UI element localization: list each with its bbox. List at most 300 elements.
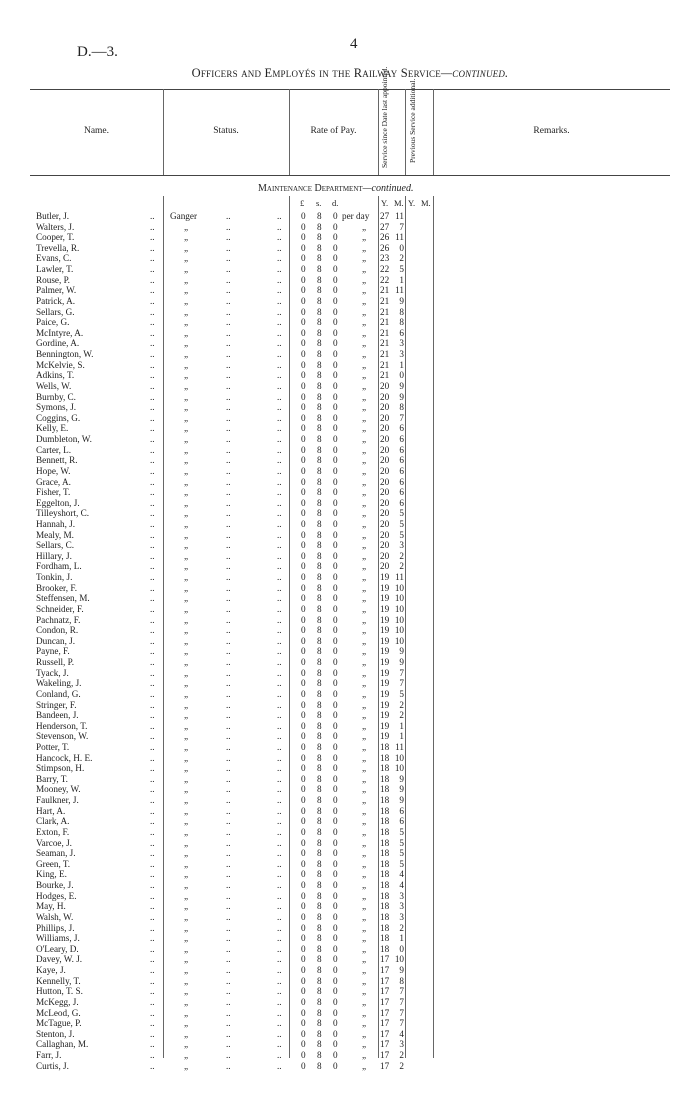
service-years: 20 <box>380 423 390 434</box>
pay-pounds: 0 <box>301 890 306 901</box>
pay-period-ditto: „ <box>362 317 367 328</box>
employee-name: Tyack, J. <box>36 667 69 678</box>
pay-shillings: 8 <box>317 614 322 625</box>
leader-dots: .. <box>226 550 231 561</box>
column-header-rate: Rate of Pay. <box>310 126 357 136</box>
status-ditto: „ <box>184 880 189 891</box>
leader-dots: .. <box>226 890 231 901</box>
service-years: 19 <box>380 657 390 668</box>
leader-dots: .. <box>226 901 231 912</box>
leader-dots: .. <box>150 837 155 848</box>
employee-name: Patrick, A. <box>36 295 76 306</box>
pay-pounds: 0 <box>301 253 306 264</box>
employee-name: Gordine, A. <box>36 338 80 349</box>
pay-period-ditto: „ <box>362 285 367 296</box>
service-years: 19 <box>380 688 390 699</box>
leader-dots: .. <box>277 614 282 625</box>
service-months: 10 <box>394 603 404 614</box>
leader-dots: .. <box>277 540 282 551</box>
leader-dots: .. <box>226 593 231 604</box>
leader-dots: .. <box>277 423 282 434</box>
leader-dots: .. <box>277 816 282 827</box>
status-ditto: „ <box>184 455 189 466</box>
pay-pence: 0 <box>333 996 338 1007</box>
service-months: 11 <box>395 211 404 221</box>
pay-pounds: 0 <box>301 965 306 976</box>
pay-shillings: 8 <box>317 657 322 668</box>
employee-name: Wakeling, J. <box>36 678 82 689</box>
leader-dots: .. <box>150 370 155 381</box>
service-months: 6 <box>399 805 404 816</box>
unit-shillings: s. <box>316 198 322 208</box>
employee-name: Hutton, T. S. <box>36 986 83 997</box>
status-ditto: „ <box>184 465 189 476</box>
leader-dots: .. <box>277 890 282 901</box>
pay-pounds: 0 <box>301 572 306 583</box>
service-years: 20 <box>380 487 390 498</box>
pay-pence: 0 <box>333 412 338 423</box>
leader-dots: .. <box>150 901 155 912</box>
leader-dots: .. <box>150 890 155 901</box>
pay-shillings: 8 <box>317 412 322 423</box>
employee-name: Burnby, C. <box>36 391 76 402</box>
leader-dots: .. <box>226 1049 231 1060</box>
pay-period-ditto: „ <box>362 465 367 476</box>
pay-period-ditto: „ <box>362 678 367 689</box>
leader-dots: .. <box>226 943 231 954</box>
status-ditto: „ <box>184 731 189 742</box>
pay-pence: 0 <box>333 455 338 466</box>
status-value: Ganger <box>170 211 198 221</box>
leader-dots: .. <box>226 646 231 657</box>
leader-dots: .. <box>277 391 282 402</box>
pay-pounds: 0 <box>301 625 306 636</box>
service-months: 0 <box>399 370 404 381</box>
leader-dots: .. <box>277 370 282 381</box>
pay-shillings: 8 <box>317 933 322 944</box>
leader-dots: .. <box>277 943 282 954</box>
pay-period-ditto: „ <box>362 965 367 976</box>
pay-pence: 0 <box>333 720 338 731</box>
status-ditto: „ <box>184 295 189 306</box>
pay-period-ditto: „ <box>362 582 367 593</box>
service-years: 19 <box>380 603 390 614</box>
pay-shillings: 8 <box>317 752 322 763</box>
service-years: 17 <box>380 986 390 997</box>
pay-pence: 0 <box>333 306 338 317</box>
pay-pounds: 0 <box>301 1018 306 1029</box>
pay-pence: 0 <box>333 954 338 965</box>
pay-shillings: 8 <box>317 869 322 880</box>
leader-dots: .. <box>150 742 155 752</box>
employee-name: Adkins, T. <box>36 370 75 381</box>
leader-dots: .. <box>226 317 231 328</box>
leader-dots: .. <box>226 625 231 636</box>
pay-period-ditto: „ <box>362 742 367 752</box>
employee-name: Faulkner, J. <box>36 795 79 806</box>
employee-name: Hannah, J. <box>36 518 76 529</box>
service-years: 21 <box>380 285 390 296</box>
leader-dots: .. <box>150 1039 155 1050</box>
pay-period-ditto: „ <box>362 848 367 859</box>
employee-name: Steffensen, M. <box>36 593 90 604</box>
employee-name: Symons, J. <box>36 402 77 413</box>
pay-period-ditto: „ <box>362 752 367 763</box>
leader-dots: .. <box>277 1049 282 1060</box>
leader-dots: .. <box>277 848 282 859</box>
pay-period-ditto: „ <box>362 370 367 381</box>
leader-dots: .. <box>150 232 155 243</box>
service-months: 9 <box>399 965 404 976</box>
pay-pence: 0 <box>333 911 338 922</box>
status-ditto: „ <box>184 306 189 317</box>
pay-pence: 0 <box>333 317 338 328</box>
pay-shillings: 8 <box>317 996 322 1007</box>
status-ditto: „ <box>184 359 189 370</box>
service-months: 3 <box>399 1039 404 1050</box>
pay-period-ditto: „ <box>362 508 367 519</box>
pay-pence: 0 <box>333 688 338 699</box>
pay-pounds: 0 <box>301 943 306 954</box>
pay-period-ditto: „ <box>362 731 367 742</box>
pay-pounds: 0 <box>301 933 306 944</box>
leader-dots: .. <box>277 221 282 232</box>
service-months: 9 <box>399 657 404 668</box>
leader-dots: .. <box>150 264 155 275</box>
pay-shillings: 8 <box>317 954 322 965</box>
leader-dots: .. <box>277 880 282 891</box>
service-years: 21 <box>380 317 390 328</box>
pay-pounds: 0 <box>301 423 306 434</box>
service-months: 11 <box>395 572 404 583</box>
pay-shillings: 8 <box>317 529 322 540</box>
pay-pence: 0 <box>333 274 338 285</box>
leader-dots: .. <box>277 327 282 338</box>
leader-dots: .. <box>150 465 155 476</box>
leader-dots: .. <box>150 848 155 859</box>
pay-period-ditto: „ <box>362 518 367 529</box>
leader-dots: .. <box>277 688 282 699</box>
pay-pounds: 0 <box>301 359 306 370</box>
pay-shillings: 8 <box>317 423 322 434</box>
pay-pounds: 0 <box>301 731 306 742</box>
pay-pounds: 0 <box>301 434 306 445</box>
pay-shillings: 8 <box>317 1028 322 1039</box>
leader-dots: .. <box>150 1028 155 1039</box>
leader-dots: .. <box>277 1007 282 1018</box>
service-years: 18 <box>380 858 390 869</box>
service-years: 20 <box>380 380 390 391</box>
pay-shillings: 8 <box>317 465 322 476</box>
leader-dots: .. <box>226 434 231 445</box>
status-ditto: „ <box>184 954 189 965</box>
pay-shillings: 8 <box>317 826 322 837</box>
status-ditto: „ <box>184 710 189 721</box>
leader-dots: .. <box>150 582 155 593</box>
pay-shillings: 8 <box>317 901 322 912</box>
leader-dots: .. <box>277 434 282 445</box>
pay-period-ditto: „ <box>362 954 367 965</box>
leader-dots: .. <box>277 1039 282 1050</box>
leader-dots: .. <box>150 657 155 668</box>
body-divider-status <box>289 196 290 1058</box>
pay-pence: 0 <box>333 837 338 848</box>
employee-name: Paice, G. <box>36 317 70 328</box>
pay-period-ditto: „ <box>362 306 367 317</box>
pay-shillings: 8 <box>317 710 322 721</box>
leader-dots: .. <box>226 253 231 264</box>
service-months: 10 <box>394 593 404 604</box>
service-years: 20 <box>380 540 390 551</box>
leader-dots: .. <box>277 731 282 742</box>
service-months: 1 <box>399 274 404 285</box>
pay-shillings: 8 <box>317 816 322 827</box>
pay-pence: 0 <box>333 816 338 827</box>
service-years: 19 <box>380 699 390 710</box>
employee-name: McTague, P. <box>36 1018 82 1029</box>
status-ditto: „ <box>184 550 189 561</box>
leader-dots: .. <box>150 720 155 731</box>
pay-period-ditto: „ <box>362 816 367 827</box>
service-months: 2 <box>399 550 404 561</box>
employee-name: Kennelly, T. <box>36 975 81 986</box>
service-months: 6 <box>399 455 404 466</box>
pay-pence: 0 <box>333 901 338 912</box>
pay-period-ditto: „ <box>362 295 367 306</box>
leader-dots: .. <box>226 242 231 253</box>
pay-pounds: 0 <box>301 242 306 253</box>
leader-dots: .. <box>150 349 155 360</box>
leader-dots: .. <box>150 529 155 540</box>
pay-shillings: 8 <box>317 911 322 922</box>
pay-shillings: 8 <box>317 476 322 487</box>
service-months: 6 <box>399 423 404 434</box>
service-months: 9 <box>399 391 404 402</box>
service-years: 20 <box>380 391 390 402</box>
service-years: 17 <box>380 1007 390 1018</box>
pay-shillings: 8 <box>317 848 322 859</box>
service-months: 8 <box>399 306 404 317</box>
service-years: 18 <box>380 816 390 827</box>
employee-name: Hodges, E. <box>36 890 77 901</box>
leader-dots: .. <box>277 911 282 922</box>
pay-period-ditto: „ <box>362 412 367 423</box>
pay-pounds: 0 <box>301 402 306 413</box>
leader-dots: .. <box>226 773 231 784</box>
service-years: 20 <box>380 434 390 445</box>
status-ditto: „ <box>184 869 189 880</box>
pay-pounds: 0 <box>301 529 306 540</box>
service-months: 10 <box>394 635 404 646</box>
leader-dots: .. <box>226 327 231 338</box>
page-number: 4 <box>350 36 358 52</box>
leader-dots: .. <box>150 402 155 413</box>
pay-shillings: 8 <box>317 720 322 731</box>
pay-pounds: 0 <box>301 603 306 614</box>
employee-name: Rouse, P. <box>36 274 70 285</box>
leader-dots: .. <box>150 986 155 997</box>
pay-period-ditto: „ <box>362 869 367 880</box>
pay-period-ditto: „ <box>362 805 367 816</box>
employee-name: May, H. <box>36 901 66 912</box>
pay-shillings: 8 <box>317 380 322 391</box>
service-months: 1 <box>399 933 404 944</box>
service-months: 5 <box>399 858 404 869</box>
pay-pounds: 0 <box>301 1039 306 1050</box>
employee-name: Williams, J. <box>36 933 80 944</box>
status-ditto: „ <box>184 487 189 498</box>
service-years: 20 <box>380 465 390 476</box>
service-years: 18 <box>380 922 390 933</box>
pay-pounds: 0 <box>301 646 306 657</box>
leader-dots: .. <box>226 657 231 668</box>
leader-dots: .. <box>226 211 231 221</box>
leader-dots: .. <box>277 444 282 455</box>
leader-dots: .. <box>277 274 282 285</box>
pay-pounds: 0 <box>301 487 306 498</box>
pay-shillings: 8 <box>317 391 322 402</box>
pay-pence: 0 <box>333 635 338 646</box>
status-ditto: „ <box>184 221 189 232</box>
pay-shillings: 8 <box>317 327 322 338</box>
service-months: 7 <box>399 996 404 1007</box>
leader-dots: .. <box>150 274 155 285</box>
leader-dots: .. <box>277 710 282 721</box>
pay-pounds: 0 <box>301 264 306 275</box>
leader-dots: .. <box>277 773 282 784</box>
pay-pence: 0 <box>333 646 338 657</box>
leader-dots: .. <box>277 954 282 965</box>
column-header-previous-service <box>408 78 417 163</box>
service-years: 18 <box>380 742 390 752</box>
pay-pence: 0 <box>333 858 338 869</box>
service-months: 0 <box>399 242 404 253</box>
pay-pounds: 0 <box>301 412 306 423</box>
pay-pounds: 0 <box>301 720 306 731</box>
pay-pence: 0 <box>333 253 338 264</box>
leader-dots: .. <box>226 869 231 880</box>
pay-pounds: 0 <box>301 688 306 699</box>
pay-pence: 0 <box>333 667 338 678</box>
leader-dots: .. <box>150 933 155 944</box>
pay-pounds: 0 <box>301 444 306 455</box>
pay-pounds: 0 <box>301 826 306 837</box>
leader-dots: .. <box>277 826 282 837</box>
leader-dots: .. <box>226 678 231 689</box>
service-years: 20 <box>380 529 390 540</box>
pay-pounds: 0 <box>301 848 306 859</box>
service-months: 1 <box>399 720 404 731</box>
leader-dots: .. <box>226 455 231 466</box>
status-ditto: „ <box>184 848 189 859</box>
service-years: 18 <box>380 795 390 806</box>
employee-name: Evans, C. <box>36 253 72 264</box>
pay-pence: 0 <box>333 550 338 561</box>
employee-name: Green, T. <box>36 858 71 869</box>
employee-name: Curtis, J. <box>36 1060 69 1071</box>
leader-dots: .. <box>226 274 231 285</box>
service-months: 4 <box>399 869 404 880</box>
pay-pence: 0 <box>333 773 338 784</box>
pay-shillings: 8 <box>317 880 322 891</box>
leader-dots: .. <box>277 901 282 912</box>
pay-pounds: 0 <box>301 508 306 519</box>
leader-dots: .. <box>150 317 155 328</box>
leader-dots: .. <box>226 996 231 1007</box>
status-ditto: „ <box>184 402 189 413</box>
leader-dots: .. <box>277 487 282 498</box>
pay-period-ditto: „ <box>362 561 367 572</box>
pay-pence: 0 <box>333 965 338 976</box>
service-months: 3 <box>399 901 404 912</box>
pay-shillings: 8 <box>317 242 322 253</box>
leader-dots: .. <box>150 391 155 402</box>
leader-dots: .. <box>226 221 231 232</box>
pay-period-ditto: „ <box>362 359 367 370</box>
pay-shillings: 8 <box>317 678 322 689</box>
service-months: 5 <box>399 688 404 699</box>
service-months: 10 <box>394 625 404 636</box>
pay-period-ditto: „ <box>362 1049 367 1060</box>
employee-name: Palmer, W. <box>36 285 77 296</box>
leader-dots: .. <box>277 412 282 423</box>
service-months: 11 <box>395 742 404 752</box>
leader-dots: .. <box>150 295 155 306</box>
pay-period-ditto: „ <box>362 890 367 901</box>
pay-period-ditto: „ <box>362 901 367 912</box>
leader-dots: .. <box>226 795 231 806</box>
pay-period-ditto: „ <box>362 444 367 455</box>
service-years: 18 <box>380 837 390 848</box>
pay-shillings: 8 <box>317 444 322 455</box>
pay-pence: 0 <box>333 975 338 986</box>
service-years: 20 <box>380 455 390 466</box>
leader-dots: .. <box>277 657 282 668</box>
pay-pounds: 0 <box>301 317 306 328</box>
pay-period-ditto: „ <box>362 550 367 561</box>
leader-dots: .. <box>226 359 231 370</box>
employee-name: Bennett, R. <box>36 455 78 466</box>
pay-period: per day <box>342 211 370 221</box>
status-ditto: „ <box>184 922 189 933</box>
leader-dots: .. <box>150 858 155 869</box>
pay-pence: 0 <box>333 880 338 891</box>
leader-dots: .. <box>226 444 231 455</box>
pay-period-ditto: „ <box>362 476 367 487</box>
service-months: 5 <box>399 518 404 529</box>
status-ditto: „ <box>184 635 189 646</box>
leader-dots: .. <box>226 880 231 891</box>
pay-pounds: 0 <box>301 869 306 880</box>
service-months: 4 <box>399 1028 404 1039</box>
pay-pence: 0 <box>333 795 338 806</box>
status-ditto: „ <box>184 1018 189 1029</box>
pay-pounds: 0 <box>301 837 306 848</box>
service-months: 4 <box>399 880 404 891</box>
leader-dots: .. <box>150 434 155 445</box>
leader-dots: .. <box>226 487 231 498</box>
employee-name: Kaye, J. <box>36 965 66 976</box>
leader-dots: .. <box>150 731 155 742</box>
pay-period-ditto: „ <box>362 1060 367 1071</box>
status-ditto: „ <box>184 423 189 434</box>
service-months: 2 <box>399 1060 404 1071</box>
pay-pence: 0 <box>333 699 338 710</box>
service-months: 8 <box>399 402 404 413</box>
employee-name: Potter, T. <box>36 742 70 752</box>
leader-dots: .. <box>226 1007 231 1018</box>
status-ditto: „ <box>184 890 189 901</box>
